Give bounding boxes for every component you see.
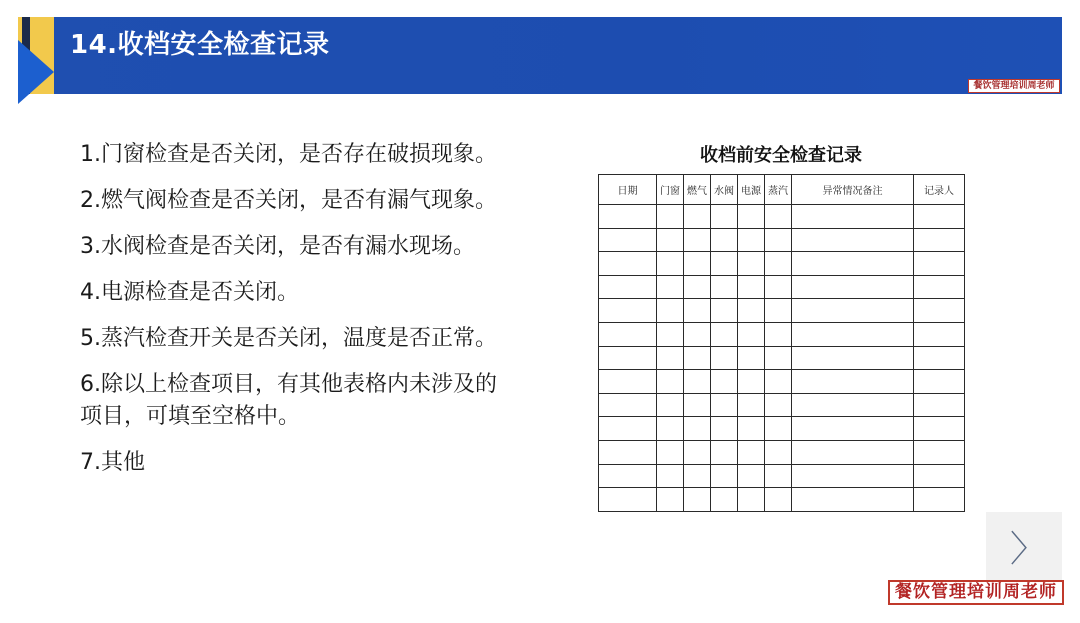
table-cell <box>738 205 765 229</box>
table-cell <box>657 488 684 512</box>
table-cell <box>711 441 738 465</box>
table-cell <box>599 441 657 465</box>
table-cell <box>684 252 711 276</box>
table-cell <box>738 488 765 512</box>
table-cell <box>684 393 711 417</box>
table-cell <box>684 275 711 299</box>
table-cell <box>765 205 792 229</box>
table-cell <box>792 205 914 229</box>
table-cell <box>599 228 657 252</box>
table-cell <box>738 417 765 441</box>
table-row <box>599 228 965 252</box>
table-cell <box>738 228 765 252</box>
table-cell <box>684 488 711 512</box>
table-cell <box>711 252 738 276</box>
table-row <box>599 393 965 417</box>
table-cell <box>657 393 684 417</box>
table-cell <box>792 299 914 323</box>
table-body <box>599 205 965 512</box>
table-cell <box>684 370 711 394</box>
table-cell <box>711 488 738 512</box>
table-cell <box>711 228 738 252</box>
table-cell <box>657 299 684 323</box>
table-row <box>599 275 965 299</box>
table-cell <box>765 346 792 370</box>
table-header-cell: 燃气 <box>684 175 711 205</box>
table-cell <box>914 370 965 394</box>
table-cell <box>684 323 711 347</box>
table-header-cell: 日期 <box>599 175 657 205</box>
table-row <box>599 441 965 465</box>
table-cell <box>738 393 765 417</box>
checklist-item: 6.除以上检查项目，有其他表格内未涉及的 <box>80 372 497 397</box>
checklist-item: 4.电源检查是否关闭。 <box>80 280 299 305</box>
table-cell <box>914 393 965 417</box>
table-cell <box>738 441 765 465</box>
table-cell <box>765 417 792 441</box>
checklist <box>80 140 590 494</box>
table-cell <box>711 417 738 441</box>
table-cell <box>711 205 738 229</box>
table-cell <box>792 346 914 370</box>
table-cell <box>599 252 657 276</box>
table-cell <box>599 275 657 299</box>
table-cell <box>711 299 738 323</box>
table-cell <box>792 252 914 276</box>
table-cell <box>914 488 965 512</box>
table-cell <box>792 464 914 488</box>
checklist-item: 1.门窗检查是否关闭，是否存在破损现象。 <box>80 142 497 167</box>
table-cell <box>792 370 914 394</box>
table-cell <box>914 417 965 441</box>
checklist-item: 5.蒸汽检查开关是否关闭，温度是否正常。 <box>80 326 497 351</box>
table-title: 收档前安全检查记录 <box>700 145 862 166</box>
table-cell <box>599 417 657 441</box>
table-cell <box>657 275 684 299</box>
table-cell <box>738 464 765 488</box>
table-cell <box>599 346 657 370</box>
table-cell <box>738 275 765 299</box>
table-cell <box>684 346 711 370</box>
table-cell <box>792 275 914 299</box>
table-cell <box>914 323 965 347</box>
table-cell <box>765 323 792 347</box>
table-cell <box>657 252 684 276</box>
table-cell <box>914 275 965 299</box>
table-cell <box>765 370 792 394</box>
table-row <box>599 252 965 276</box>
table-header-cell: 电源 <box>738 175 765 205</box>
table-cell <box>765 441 792 465</box>
table-cell <box>711 323 738 347</box>
checklist-item: 7.其他 <box>80 450 145 475</box>
table-cell <box>657 346 684 370</box>
table-header-cell: 蒸汽 <box>765 175 792 205</box>
table-cell <box>684 441 711 465</box>
table-cell <box>599 370 657 394</box>
table-cell <box>684 299 711 323</box>
table-header-cell: 记录人 <box>914 175 965 205</box>
table-cell <box>684 228 711 252</box>
table-cell <box>792 228 914 252</box>
table-cell <box>914 441 965 465</box>
table-cell <box>599 299 657 323</box>
record-table <box>598 174 965 512</box>
footer-stamp: 餐饮管理培训周老师 <box>888 580 1064 605</box>
table-header-cell: 水阀 <box>711 175 738 205</box>
table-row <box>599 346 965 370</box>
table-cell <box>914 252 965 276</box>
table-header-cell: 异常情况备注 <box>792 175 914 205</box>
table-row <box>599 205 965 229</box>
table-cell <box>599 464 657 488</box>
table-cell <box>599 393 657 417</box>
table-cell <box>738 346 765 370</box>
table-cell <box>765 228 792 252</box>
checklist-item-continuation: 项目，可填至空格中。 <box>80 404 301 429</box>
table-cell <box>914 228 965 252</box>
table-cell <box>657 370 684 394</box>
table-cell <box>711 393 738 417</box>
table-row <box>599 464 965 488</box>
table-cell <box>711 464 738 488</box>
table-header-row <box>599 175 965 205</box>
table-cell <box>792 441 914 465</box>
table-cell <box>657 441 684 465</box>
table-cell <box>684 205 711 229</box>
table-cell <box>914 464 965 488</box>
table-cell <box>765 393 792 417</box>
table-cell <box>792 393 914 417</box>
table-cell <box>738 370 765 394</box>
table-cell <box>657 205 684 229</box>
table-cell <box>599 323 657 347</box>
table-cell <box>599 488 657 512</box>
table-row <box>599 488 965 512</box>
table-cell <box>765 488 792 512</box>
table-cell <box>657 228 684 252</box>
table-cell <box>914 299 965 323</box>
table-cell <box>792 417 914 441</box>
table-cell <box>792 323 914 347</box>
table-cell <box>914 346 965 370</box>
table-row <box>599 299 965 323</box>
table-header-cell: 门窗 <box>657 175 684 205</box>
table-cell <box>765 464 792 488</box>
header-stamp: 餐饮管理培训周老师 <box>968 79 1060 93</box>
table-cell <box>765 299 792 323</box>
table-row <box>599 417 965 441</box>
table-cell <box>711 370 738 394</box>
table-cell <box>738 323 765 347</box>
table-cell <box>711 346 738 370</box>
table-cell <box>711 275 738 299</box>
table-cell <box>657 464 684 488</box>
table-cell <box>765 275 792 299</box>
checklist-item: 3.水阀检查是否关闭，是否有漏水现场。 <box>80 234 475 259</box>
table-cell <box>914 205 965 229</box>
table-row <box>599 370 965 394</box>
header-arrow-icon <box>18 40 54 104</box>
table-cell <box>765 252 792 276</box>
chevron-right-icon[interactable]: 〉 <box>1010 529 1047 570</box>
checklist-item: 2.燃气阀检查是否关闭，是否有漏气现象。 <box>80 188 497 213</box>
table-cell <box>657 323 684 347</box>
table-cell <box>738 252 765 276</box>
table-cell <box>738 299 765 323</box>
table-cell <box>599 205 657 229</box>
page-title: 14.收档安全检查记录 <box>70 30 330 60</box>
table-cell <box>684 417 711 441</box>
table-cell <box>684 464 711 488</box>
table-cell <box>792 488 914 512</box>
table-row <box>599 323 965 347</box>
table-cell <box>657 417 684 441</box>
